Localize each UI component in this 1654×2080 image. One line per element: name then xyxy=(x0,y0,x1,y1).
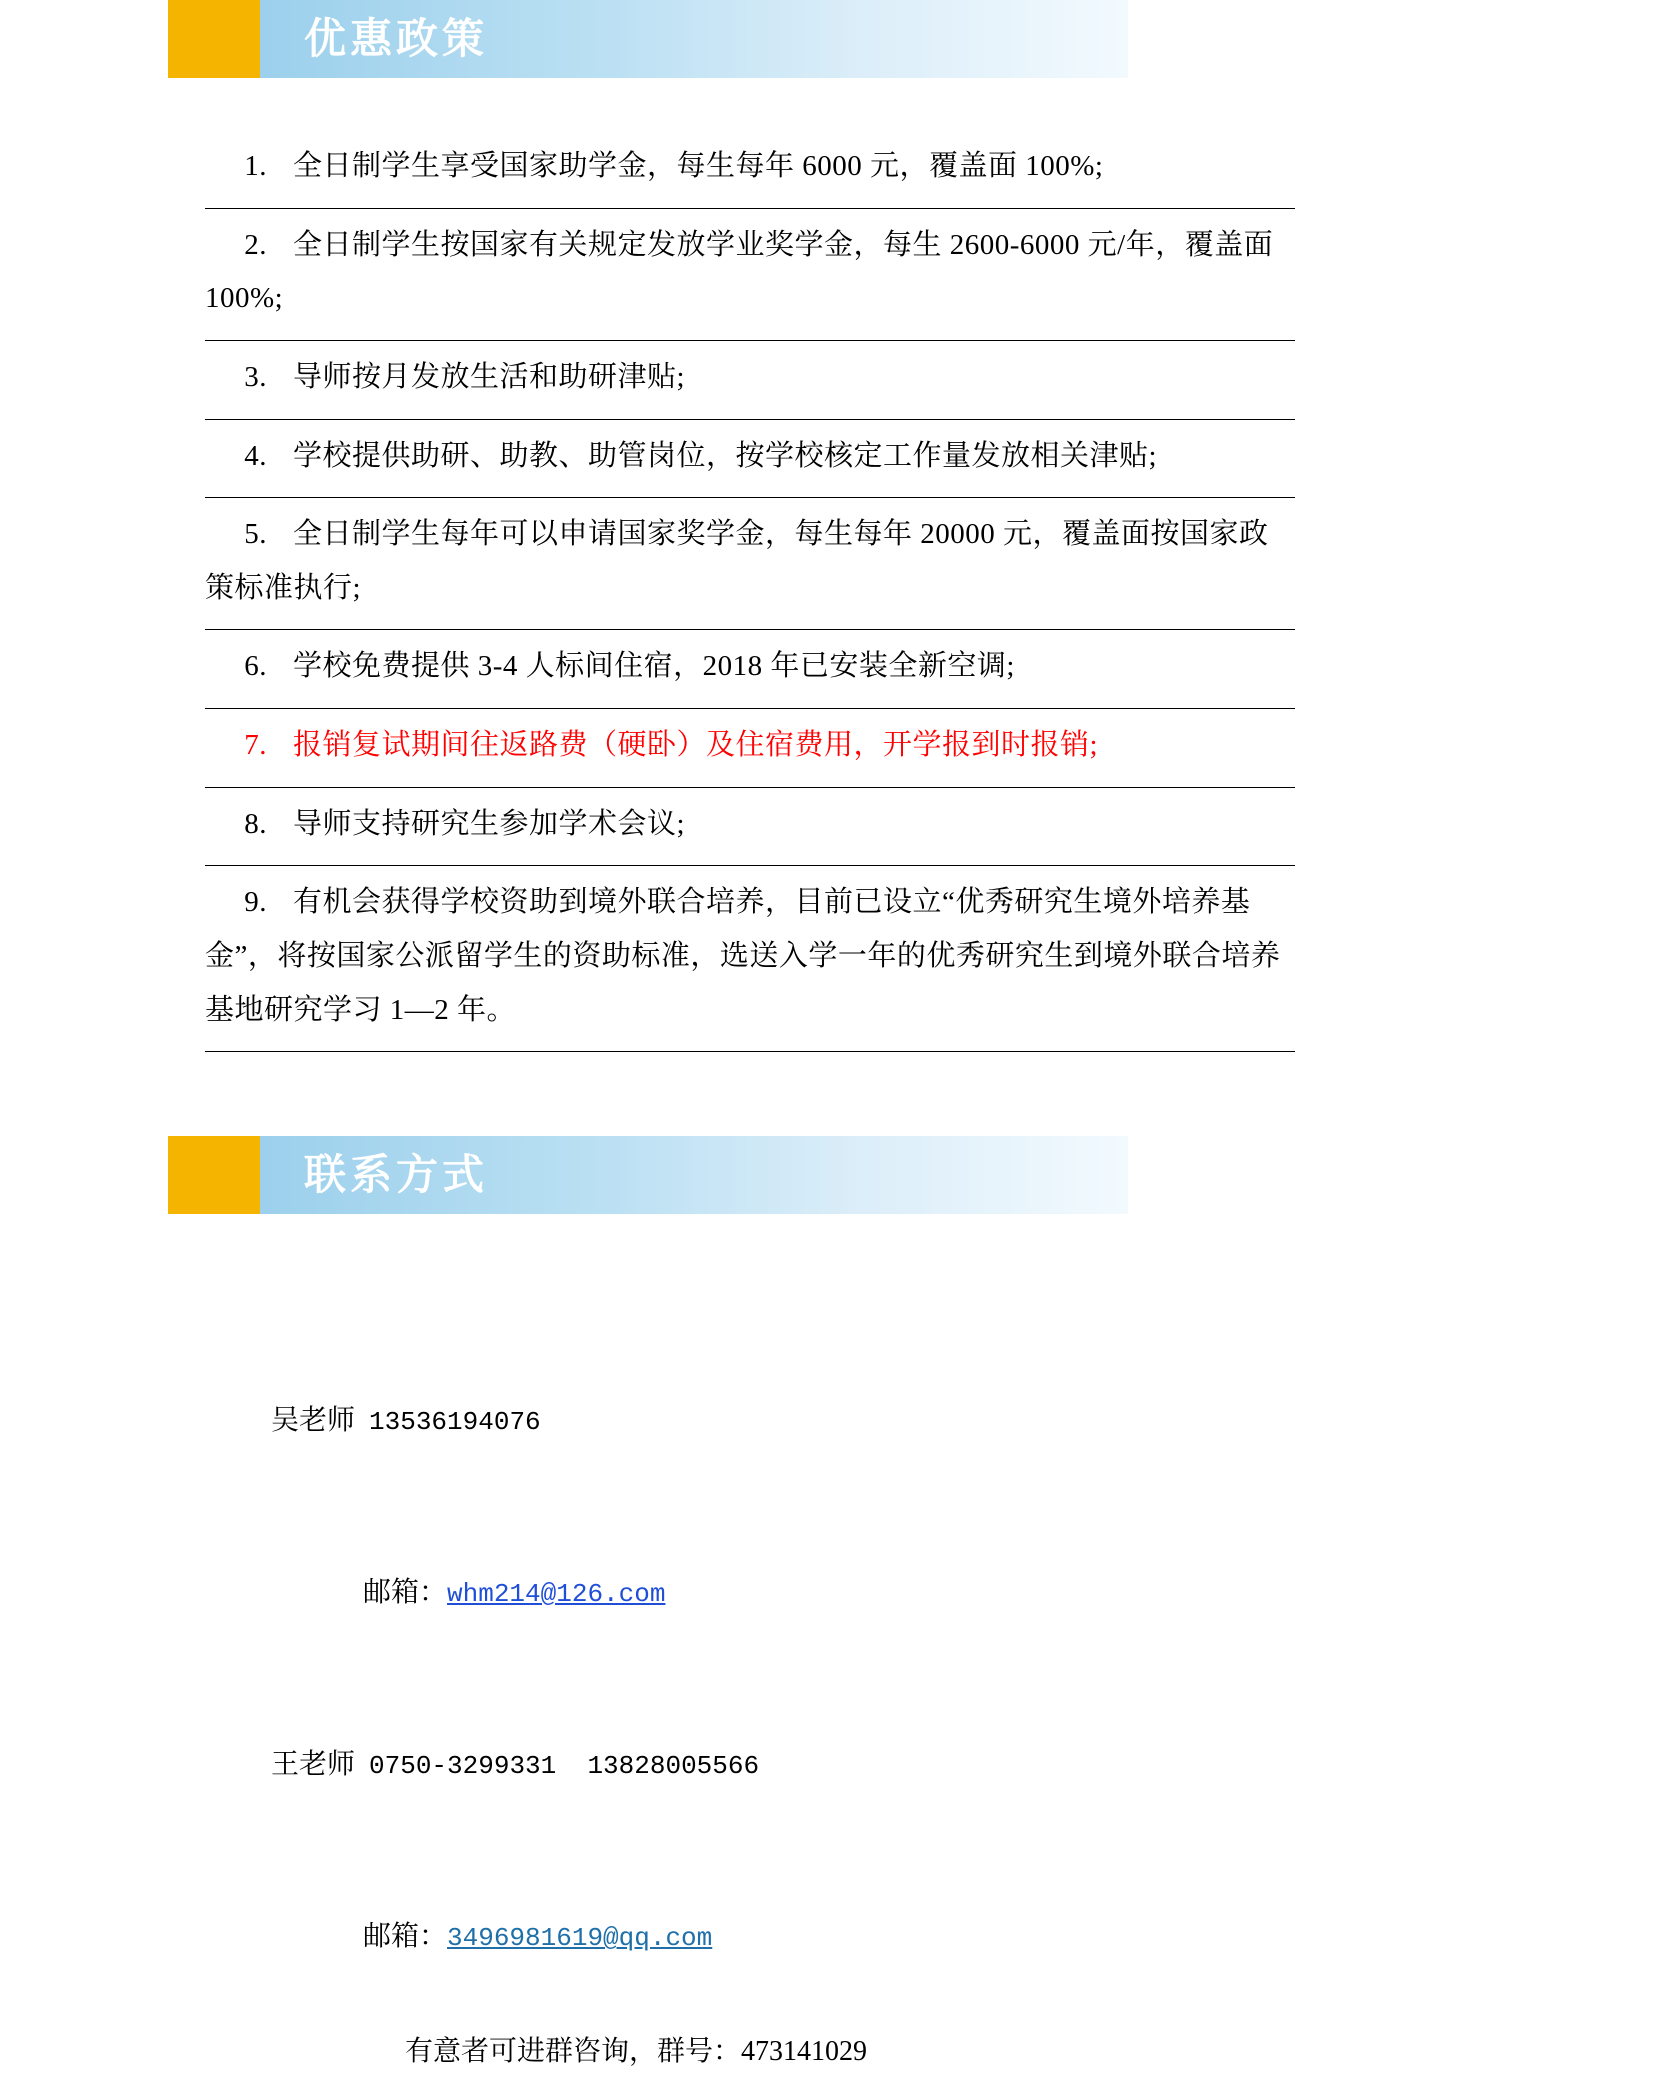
list-item xyxy=(205,630,1295,709)
list-item xyxy=(205,209,1295,341)
list-item-text: 导师按月发放生活和助研津贴; xyxy=(293,360,686,393)
email-label: 邮箱： xyxy=(363,1576,448,1608)
yellow-accent-block xyxy=(168,0,260,78)
teacher1-name: 吴老师 xyxy=(271,1404,356,1436)
list-item xyxy=(205,341,1295,420)
teacher1-email-link[interactable]: whm214@126.com xyxy=(447,1578,666,1609)
section-header-policy xyxy=(168,0,1128,78)
email-label: 邮箱： xyxy=(363,1921,448,1953)
contact-section xyxy=(0,1136,1654,2080)
list-item-text: 全日制学生每年可以申请国家奖学金，每生每年 20000 元，覆盖面按国家政策标准执行; xyxy=(205,518,1269,604)
list-item xyxy=(205,866,1295,1052)
contact-row-teacher2-email xyxy=(215,1851,1654,2023)
blue-gradient-bar xyxy=(260,1136,1128,1214)
list-item xyxy=(205,498,1295,630)
blue-gradient-bar xyxy=(260,0,1128,78)
list-item-number: 2. xyxy=(244,228,267,261)
contact-row-teacher2 xyxy=(215,1679,1654,1851)
yellow-accent-block xyxy=(168,1136,260,1214)
section-title-policy: 优惠政策 xyxy=(304,15,489,62)
list-item-number: 5. xyxy=(244,518,267,551)
list-item-text: 学校提供助研、助教、助管岗位，按学校核定工作量发放相关津贴; xyxy=(293,439,1158,472)
list-item-text: 报销复试期间往返路费（硬卧）及住宿费用，开学报到时报销; xyxy=(293,729,1099,762)
section-header-contact xyxy=(168,1136,1128,1214)
list-item-number: 7. xyxy=(244,729,267,762)
group-consult-note: 有意者可进群咨询，群号：473141029 xyxy=(405,2036,868,2068)
teacher2-phone: 0750-3299331 13828005566 xyxy=(369,1751,760,1782)
teacher2-name: 王老师 xyxy=(271,1749,356,1781)
contact-details xyxy=(215,1334,1654,2080)
list-item-number: 4. xyxy=(244,439,267,472)
list-item xyxy=(205,788,1295,867)
list-item-text: 学校免费提供 3-4 人标间住宿，2018 年已安装全新空调; xyxy=(293,650,1015,683)
list-item xyxy=(205,420,1295,499)
list-item-text: 全日制学生按国家有关规定发放学业奖学金，每生 2600-6000 元/年，覆盖面 100%; xyxy=(205,228,1274,315)
list-item-highlighted xyxy=(205,709,1295,788)
teacher1-phone: 13536194076 xyxy=(369,1406,541,1437)
list-item-number: 1. xyxy=(244,150,267,182)
list-item-number: 8. xyxy=(244,807,267,840)
list-item-text: 全日制学生享受国家助学金，每生每年 6000 元，覆盖面 100%; xyxy=(293,150,1104,182)
policy-list xyxy=(205,130,1295,1052)
list-item-number: 3. xyxy=(244,360,267,393)
contact-row-teacher1-email xyxy=(215,1507,1654,1679)
list-item-text: 导师支持研究生参加学术会议; xyxy=(293,807,686,840)
section-title-contact: 联系方式 xyxy=(304,1151,489,1199)
list-item-number: 9. xyxy=(244,886,267,919)
teacher2-email-link[interactable]: 3496981619@qq.com xyxy=(447,1923,713,1954)
list-item-number: 6. xyxy=(244,650,267,683)
list-item xyxy=(205,130,1295,209)
contact-row-teacher1 xyxy=(215,1334,1654,1506)
list-item-text: 有机会获得学校资助到境外联合培养，目前已设立“优秀研究生境外培养基金”，将按国家公派留学生的资助标准，选送入学一年的优秀研究生到境外联合培养基地研究学习 1—2 年。 xyxy=(205,886,1281,1026)
